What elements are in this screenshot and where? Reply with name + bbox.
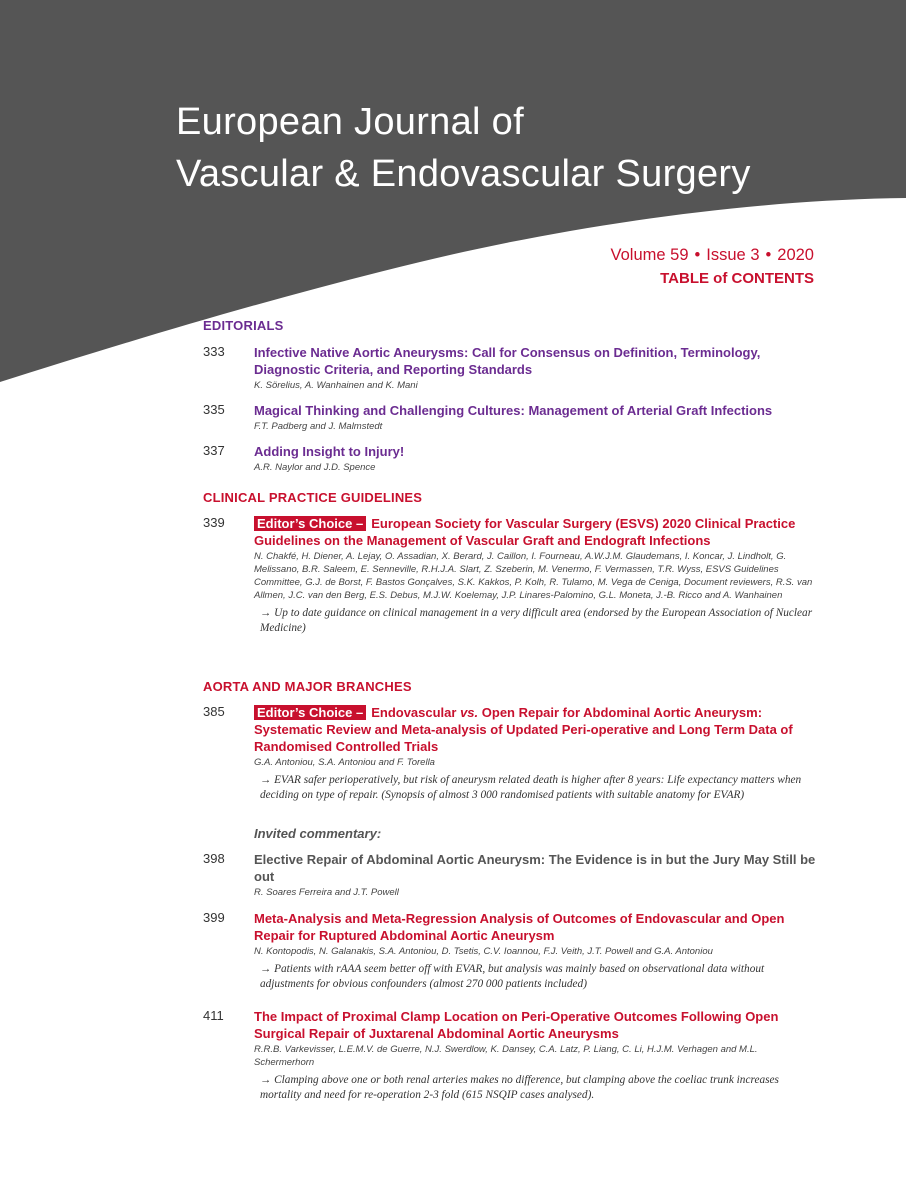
issue-line [611,243,814,267]
article-authors: A.R. Naylor and J.D. Spence [254,462,376,473]
article-authors: G.A. Antoniou, S.A. Antoniou and F. Torella [254,757,435,768]
bullet-separator: • [765,246,772,264]
issue-label: Issue 3 [706,246,760,264]
article-title-post: Open Repair for Abdominal Aortic Aneurysm: Systematic Review and Meta-analysis of Updated Peri-operative and Long Term Data of Randomised Controlled Trials [254,705,793,754]
volume-label: Volume 59 [610,246,689,264]
page-number: 411 [203,1008,224,1023]
article-summary-note: → Clamping above one or both renal arteries makes no difference, but clamping above the coeliac trunk increases mortality and need for re-operation 2-3 fold (615 NSQIP cases analysed). [260,1074,779,1101]
issue-info [611,243,814,291]
article-authors: R. Soares Ferreira and J.T. Powell [254,887,399,898]
article-title-text: European Society for Vascular Surgery (ESVS) 2020 Clinical Practice Guidelines on the Management of Vascular Graft and Endograft Infections [254,516,796,548]
article-title[interactable] [254,704,818,755]
article-title[interactable]: The Impact of Proximal Clamp Location on Peri-Operative Outcomes Following Open Surgical Repair of Juxtarenal Abdominal Aortic Aneurysms [254,1009,779,1041]
invited-commentary-label: Invited commentary: [254,826,382,841]
header-background [0,0,906,400]
journal-title [176,96,751,200]
toc-entry-337[interactable] [203,443,818,474]
page-number: 337 [203,443,225,458]
article-title[interactable]: Elective Repair of Abdominal Aortic Aneurysm: The Evidence is in but the Jury May Still be out [254,852,816,884]
article-title[interactable]: Meta-Analysis and Meta-Regression Analysis of Outcomes of Endovascular and Open Repair for Ruptured Abdominal Aortic Aneurysm [254,911,785,943]
bullet-separator: • [694,246,701,264]
page-number: 333 [203,344,225,359]
toc-entry-385[interactable] [203,704,818,802]
article-title[interactable]: Adding Insight to Injury! [254,444,405,459]
article-summary-note: → EVAR safer perioperatively, but risk of aneurysm related death is higher after 8 years: Life expectancy matters when deciding on type of repair. (Synopsis of almost 3 000 randomised patients with suitable anatomy for EVAR) [260,774,802,801]
page-number: 335 [203,402,225,417]
toc-entry-333[interactable] [203,344,818,392]
toc-entry-335[interactable] [203,402,818,433]
article-title[interactable] [254,515,818,549]
toc-entry-398[interactable] [203,851,818,899]
article-summary-note: → Up to date guidance on clinical management in a very difficult area (endorsed by the European Association of Nuclear Medicine) [260,607,813,634]
page-number: 385 [203,704,225,719]
page-number: 339 [203,515,225,530]
article-title-pre: Endovascular [371,705,461,720]
editors-choice-badge: Editor’s Choice – [254,705,366,720]
journal-title-line-2: Vascular & Endovascular Surgery [176,153,751,195]
page-number: 398 [203,851,225,866]
article-summary-note: → Patients with rAAA seem better off with EVAR, but analysis was mainly based on observational data without adjustments for obvious confounders (almost 270 000 patients included) [260,963,765,990]
section-heading-aorta: AORTA AND MAJOR BRANCHES [203,679,412,694]
section-heading-editorials: EDITORIALS [203,318,284,333]
toc-entry-339[interactable] [203,515,818,635]
journal-title-line-1: European Journal of [176,101,524,143]
article-title-vs: vs. [460,705,479,720]
article-authors: R.R.B. Varkevisser, L.E.M.V. de Guerre, N.J. Swerdlow, K. Dansey, C.A. Latz, P. Liang, C. Li, H.J.M. Verhagen and M.L. Schermerhorn [254,1044,758,1068]
editors-choice-badge: Editor’s Choice – [254,516,366,531]
article-authors: K. Sörelius, A. Wanhainen and K. Mani [254,380,418,391]
toc-label: TABLE of CONTENTS [660,270,814,287]
year-label: 2020 [777,246,814,264]
article-title[interactable]: Infective Native Aortic Aneurysms: Call for Consensus on Definition, Terminology, Diagnostic Criteria, and Reporting Standards [254,345,761,377]
article-authors: N. Chakfé, H. Diener, A. Lejay, O. Assadian, X. Berard, J. Caillon, I. Fourneau, A.W.J.M. Glaudemans, I. Koncar, J. Lindholt, G. Melissano, B.R. Saleem, E. Senneville, R.H.J.A. Slart, Z. Szeberin, M. Venermo, F. Vermassen, T.R. Wyss, ESVS Guidelines Committee, G.J. de Borst, F. Bastos Gonçalves, S.K. Kakkos, P. Kolh, R. Tulamo, M. Vega de Ceniga, Document reviewers, R.S. van Allmen, J.C. van den Berg, E.S. Debus, M.J.W. Koelemay, J.P. Linares-Palomino, G.L. Moneta, J.-B. Ricco and A. Wanhainen [254,551,813,601]
section-heading-guidelines: CLINICAL PRACTICE GUIDELINES [203,490,423,505]
article-title[interactable]: Magical Thinking and Challenging Cultures: Management of Arterial Graft Infections [254,403,773,418]
article-authors: N. Kontopodis, N. Galanakis, S.A. Antoniou, D. Tsetis, C.V. Ioannou, F.J. Veith, J.T. Powell and G.A. Antoniou [254,946,713,957]
toc-entry-411[interactable] [203,1008,818,1102]
article-authors: F.T. Padberg and J. Malmstedt [254,421,383,432]
toc-entry-399[interactable] [203,910,818,991]
page-number: 399 [203,910,225,925]
